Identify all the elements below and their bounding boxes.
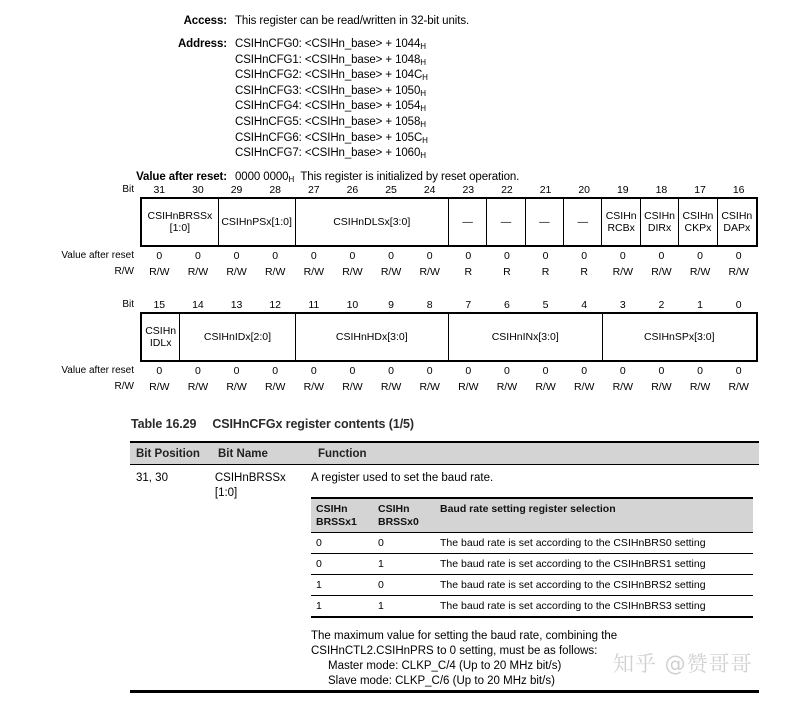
reset-value: 0 (619, 250, 626, 262)
reset-value: 0 (504, 250, 510, 262)
rw-values-low (140, 380, 758, 394)
bit-field: CSIHn CKPx (679, 199, 717, 245)
reset-value: 0 (465, 250, 472, 262)
address-subscript: H (420, 42, 426, 51)
rw-row-label-low: R/W (114, 381, 134, 392)
bit-field: CSIHnBRSSx [1:0] (142, 199, 219, 245)
nested-table-row (311, 596, 753, 618)
bit-numbers-high (140, 183, 758, 197)
address-row (0, 37, 788, 162)
nested-cell-description: The baud rate is set according to the CSIHnBRS0 setting (440, 537, 706, 549)
address-line: CSIHnCFG7: <CSIHn_base> + $1060_H$ (235, 147, 426, 161)
note-indent-line: Master mode: CLKP_C/4 (Up to 20 MHz bit/s) (328, 660, 562, 672)
rw-value: R/W (535, 381, 556, 393)
nested-cell-brssx0: 1 (378, 558, 384, 570)
note-line: The maximum value for setting the baud rate, combining the (311, 630, 618, 642)
address-subscript: H (420, 57, 426, 67)
bit-number: 22 (501, 184, 513, 196)
address-line: CSIHnCFG0: <CSIHn_base> + $1044_H$ (235, 38, 426, 51)
reset-value: 0 (195, 365, 201, 377)
bit-number: 14 (192, 299, 204, 311)
rw-value: R/W (264, 381, 286, 393)
table-caption-title: CSIHnCFGx register contents (1/5) (212, 417, 414, 431)
header-function: Function (318, 447, 367, 460)
reset-description: This register is initialized by reset operation. (300, 170, 520, 183)
rw-value: R/W (728, 381, 749, 393)
reset-value: 0 (658, 250, 665, 262)
bit-number: 30 (192, 184, 204, 196)
bit-field: CSIHn DIRx (641, 199, 679, 245)
rw-value: R/W (612, 266, 634, 278)
bit-numbers-low (140, 298, 758, 312)
address-line: CSIHnCFG6: <CSIHn_base> + $105C_H$ (235, 131, 428, 145)
nested-header-brssx0: CSIHn BRSSx0 (378, 503, 419, 528)
rw-value: R/W (264, 266, 286, 278)
nested-cell-brssx1: 0 (316, 537, 322, 549)
reset-value-row-low (0, 364, 788, 378)
rw-value: R/W (187, 381, 209, 393)
nested-cell-description: The baud rate is set according to the CSIHnBRS2 setting (440, 579, 706, 591)
bit-field: CSIHnSPx[3:0] (643, 330, 715, 343)
reset-label: Value after reset: (136, 170, 227, 183)
nested-cell-description: The baud rate is set according to the CSIHnBRS1 setting (440, 558, 706, 570)
rw-value: R/W (651, 266, 672, 278)
nested-cell-brssx0: 0 (378, 537, 384, 549)
rw-value: R/W (226, 266, 247, 278)
bit-field: — (449, 199, 487, 245)
bit-field: CSIHnDLSx[3:0] (296, 199, 449, 245)
reset-value-row-high (0, 249, 788, 263)
nested-cell-brssx1: 1 (316, 579, 322, 591)
bit-number: 2 (658, 299, 665, 311)
reset-values-low (140, 364, 758, 378)
bit-number: 4 (581, 299, 588, 311)
nested-cell-brssx1: 0 (316, 558, 322, 570)
bit-field-grid-high (140, 197, 758, 247)
register-bitmap-high (0, 183, 788, 279)
reset-values-high (140, 249, 758, 263)
bit-number: 19 (616, 184, 629, 196)
address-subscript: H (420, 151, 426, 161)
bit-number: 10 (346, 299, 359, 311)
nested-cell-brssx1: 1 (316, 600, 322, 612)
reset-value: 0 (697, 365, 703, 377)
bit-field: CSIHnIDx[2:0] (180, 314, 295, 360)
rw-value: R/W (342, 381, 363, 393)
bit-field: CSIHn RCBx (602, 199, 640, 245)
bit-number: 0 (735, 299, 742, 311)
bit-number: 26 (346, 184, 359, 196)
table-header-row (130, 443, 759, 465)
reset-value: 0 (542, 365, 549, 377)
bit-number: 7 (465, 299, 472, 311)
bit-number: 17 (694, 184, 706, 196)
baud-rate-selection-table (311, 497, 753, 618)
reset-hex: 0000 0000 (235, 170, 289, 183)
rw-value: R/W (612, 381, 634, 393)
reset-value: 0 (735, 250, 742, 262)
bit-number: 31 (153, 184, 166, 196)
reset-value: 0 (619, 365, 626, 377)
nested-cell-brssx0: 1 (378, 600, 384, 612)
reset-value: 0 (156, 250, 163, 262)
reset-row-label-low: Value after reset (61, 365, 134, 376)
rw-value: R (464, 266, 473, 278)
bit-number: 6 (504, 299, 510, 311)
rw-row-label-high: R/W (114, 266, 134, 277)
note-line: CSIHnCTL2.CSIHnPRS to 0 setting, must be as follows: (311, 645, 598, 657)
rw-value: R (541, 266, 550, 278)
reset-value: 0 (581, 365, 588, 377)
bit-number: 5 (542, 299, 549, 311)
nested-cell-description: The baud rate is set according to the CSIHnBRS3 setting (440, 600, 706, 612)
rw-row-high (0, 265, 788, 279)
rw-row-low (0, 380, 788, 394)
table-caption-number: Table 16.29 (131, 417, 197, 431)
reset-value: 0 (426, 250, 433, 262)
bit-field-grid-low (140, 312, 758, 362)
address-list (235, 37, 428, 162)
bit-number: 13 (230, 299, 243, 311)
reset-value: 0 (388, 365, 394, 377)
bit-number: 29 (230, 184, 243, 196)
cell-bit-position: 31, 30 (136, 472, 168, 484)
reset-value: 0 (233, 365, 240, 377)
nested-header-row (311, 499, 753, 533)
rw-value: R (503, 266, 511, 278)
reset-value: 0 (388, 250, 394, 262)
rw-value: R/W (419, 381, 440, 393)
address-line: CSIHnCFG1: <CSIHn_base> + $1048_H$ (235, 53, 426, 67)
bit-row-label-low: Bit (122, 299, 134, 310)
bit-number: 9 (388, 299, 394, 311)
rw-value: R/W (226, 381, 247, 393)
address-subscript: H (422, 135, 428, 145)
bit-number: 18 (655, 184, 668, 196)
rw-value: R/W (342, 266, 363, 278)
rw-value: R (580, 266, 588, 278)
address-subscript: H (422, 73, 428, 83)
rw-value: R/W (303, 381, 325, 393)
rw-value: R/W (149, 266, 170, 278)
rw-value: R/W (496, 381, 518, 393)
bit-number: 3 (619, 299, 626, 311)
rw-value: R/W (458, 381, 479, 393)
bit-number: 21 (539, 184, 552, 196)
reset-value: 0 (310, 250, 317, 262)
bit-number-row-low (0, 298, 788, 312)
reset-value: 0 (581, 250, 588, 262)
rw-value: R/W (689, 266, 711, 278)
nested-header-brssx1: CSIHn BRSSx1 (316, 503, 357, 528)
reset-value: 0 (349, 365, 356, 377)
nested-table-row (311, 554, 753, 575)
page-bottom-rule (130, 690, 759, 693)
note-indent-line: Slave mode: CLKP_C/6 (Up to 20 MHz bit/s) (328, 675, 555, 687)
reset-value: 0 (233, 250, 240, 262)
rw-values-high (140, 265, 758, 279)
reset-value: 0 (735, 365, 742, 377)
reset-hex-subscript: H (288, 174, 295, 184)
bit-field: — (526, 199, 564, 245)
address-subscript: H (420, 119, 426, 129)
bit-number: 25 (385, 184, 397, 196)
nested-table-row (311, 533, 753, 554)
rw-value: R/W (651, 381, 672, 393)
reset-value: 0 (697, 250, 703, 262)
rw-value: R/W (573, 381, 595, 393)
watermark: 知乎 @赞哥哥 (613, 652, 753, 676)
bit-field: CSIHnPSx[1:0] (219, 199, 296, 245)
rw-value: R/W (149, 381, 170, 393)
rw-value: R/W (419, 266, 440, 278)
bit-number: 28 (269, 184, 282, 196)
bit-field: — (487, 199, 525, 245)
reset-value: 0 (272, 250, 279, 262)
address-line: CSIHnCFG2: <CSIHn_base> + $104C_H$ (235, 69, 428, 83)
reset-value: 0 (349, 250, 356, 262)
rw-value: R/W (187, 266, 209, 278)
nested-cell-brssx0: 0 (378, 579, 384, 591)
reset-value: 0 (465, 365, 472, 377)
reset-value: 0 (426, 365, 433, 377)
address-subscript: H (420, 88, 426, 98)
address-line: CSIHnCFG3: <CSIHn_base> + $1050_H$ (235, 84, 426, 98)
reset-value: 0 (156, 365, 163, 377)
table-caption (131, 417, 414, 431)
bit-field: CSIHn DAPx (721, 209, 753, 234)
reset-row-label-high: Value after reset (61, 250, 134, 261)
nested-header-selection: Baud rate setting register selection (440, 503, 616, 515)
bit-row-label-high: Bit (122, 184, 134, 195)
reset-value: 0 (195, 250, 201, 262)
access-label: Access: (183, 15, 227, 27)
bit-number: 12 (269, 299, 282, 311)
bit-number-row-high (0, 183, 788, 197)
cell-bit-name: CSIHnBRSSx [1:0] (214, 472, 286, 499)
bit-number: 11 (308, 299, 320, 311)
bit-number: 27 (307, 184, 320, 196)
bit-field: — (564, 199, 602, 245)
bit-field: CSIHnHDx[3:0] (296, 314, 450, 360)
rw-value: R/W (728, 266, 749, 278)
reset-value: 0 (658, 365, 665, 377)
reset-value: 0 (504, 365, 510, 377)
reset-value: 0 (310, 365, 317, 377)
header-bit-position: Bit Position (136, 447, 200, 460)
function-intro-text: A register used to set the baud rate. (311, 472, 494, 484)
nested-table-row (311, 575, 753, 596)
reset-value: 0 (542, 250, 549, 262)
bit-number: 8 (426, 299, 433, 311)
bit-number: 23 (462, 184, 475, 196)
address-label: Address: (177, 38, 227, 50)
address-line: CSIHnCFG5: <CSIHn_base> + $1058_H$ (235, 115, 426, 129)
bit-number: 1 (697, 299, 703, 311)
header-bit-name: Bit Name (218, 447, 268, 460)
bit-field: CSIHn IDLx (142, 314, 180, 360)
rw-value: R/W (380, 266, 402, 278)
bit-number: 15 (153, 299, 166, 311)
rw-value: R/W (303, 266, 325, 278)
rw-value: R/W (380, 381, 402, 393)
address-line: CSIHnCFG4: <CSIHn_base> + $1054_H$ (235, 100, 426, 114)
bit-number: 24 (423, 184, 436, 196)
access-row (0, 14, 788, 29)
access-value: This register can be read/written in 32-bit units. (235, 15, 470, 27)
nested-table-body (311, 533, 753, 618)
bit-number: 16 (732, 184, 745, 196)
address-subscript: H (420, 104, 426, 114)
bit-number: 20 (578, 184, 591, 196)
bit-field: CSIHnINx[3:0] (449, 314, 603, 360)
register-bitmap-low (0, 298, 788, 394)
reset-value: 0 (272, 365, 279, 377)
rw-value: R/W (689, 381, 711, 393)
register-meta-block (0, 14, 788, 187)
